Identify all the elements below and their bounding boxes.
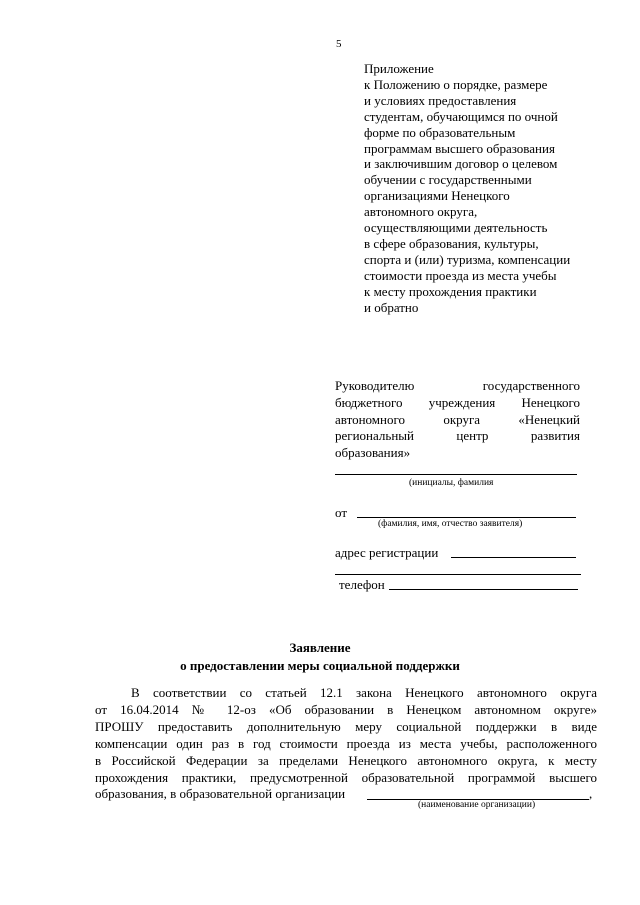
- appendix-line: и условиях предоставления: [364, 92, 517, 108]
- appendix-line: форме по образовательным: [364, 124, 516, 140]
- appendix-line: организациями Ненецкого: [364, 188, 510, 204]
- applicant-name-caption: (фамилия, имя, отчество заявителя): [378, 519, 523, 529]
- phone-field[interactable]: [389, 589, 578, 590]
- address-field-continued[interactable]: [335, 574, 581, 575]
- application-body: [95, 685, 597, 803]
- appendix-line: Приложение: [364, 61, 434, 76]
- appendix-line: обучении с государственными: [364, 172, 532, 188]
- initials-field[interactable]: [335, 474, 577, 475]
- addressee-line: автономного округа «Ненецкий: [335, 411, 580, 427]
- appendix-line: программам высшего образования: [364, 140, 555, 156]
- document-subtitle: о предоставлении меры социальной поддержки: [180, 658, 460, 673]
- address-label: адрес регистрации: [335, 545, 439, 560]
- body-line: ПРОШУ предоставить дополнительную меру социальной поддержки в виде: [95, 718, 597, 734]
- addressee-block: [335, 378, 580, 462]
- appendix-line: осуществляющими деятельность: [364, 220, 548, 236]
- appendix-note: [364, 61, 604, 316]
- appendix-line: студентам, обучающимся по очной: [364, 108, 558, 124]
- appendix-line: автономного округа,: [364, 204, 478, 220]
- initials-caption: (инициалы, фамилия: [409, 478, 494, 488]
- line-end-comma: ,: [589, 786, 593, 802]
- appendix-line: в сфере образования, культуры,: [364, 235, 539, 251]
- from-label: от: [335, 505, 348, 520]
- body-line: в Российской Федерации за пределами Ненецкого автономного округа, к месту: [95, 752, 597, 768]
- appendix-line: стоимости проезда из места учебы: [364, 267, 557, 283]
- body-line: от 16.04.2014 № 12-оз «Об образовании в Ненецком автономном округе»: [95, 701, 597, 717]
- body-line: В соответствии со статьей 12.1 закона Ненецкого автономного округа: [131, 685, 597, 700]
- body-line: образования, в образовательной организации: [95, 786, 346, 802]
- appendix-line: и обратно: [364, 299, 419, 315]
- phone-label: телефон: [339, 577, 385, 592]
- appendix-line: спорта и (или) туризма, компенсации: [364, 251, 571, 267]
- appendix-line: и заключившим договор о целевом: [364, 156, 558, 172]
- organization-caption: (наименование организации): [418, 800, 536, 810]
- addressee-line: образования»: [335, 445, 411, 461]
- appendix-line: к месту прохождения практики: [364, 283, 537, 299]
- document-title: Заявление: [289, 640, 351, 655]
- body-line: прохождения практики, предусмотренной образовательной программой высшего: [95, 769, 597, 785]
- page-number: 5: [336, 38, 342, 50]
- address-field[interactable]: [451, 557, 576, 558]
- body-line: компенсации один раз в год стоимости проезда из места учебы, расположенного: [95, 735, 597, 751]
- addressee-line: бюджетного учреждения Ненецкого: [335, 394, 580, 410]
- appendix-line: к Положению о порядке, размере: [364, 76, 548, 92]
- addressee-line: региональный центр развития: [335, 428, 580, 444]
- applicant-name-field[interactable]: [357, 517, 576, 518]
- addressee-line: Руководителю государственного: [335, 378, 580, 393]
